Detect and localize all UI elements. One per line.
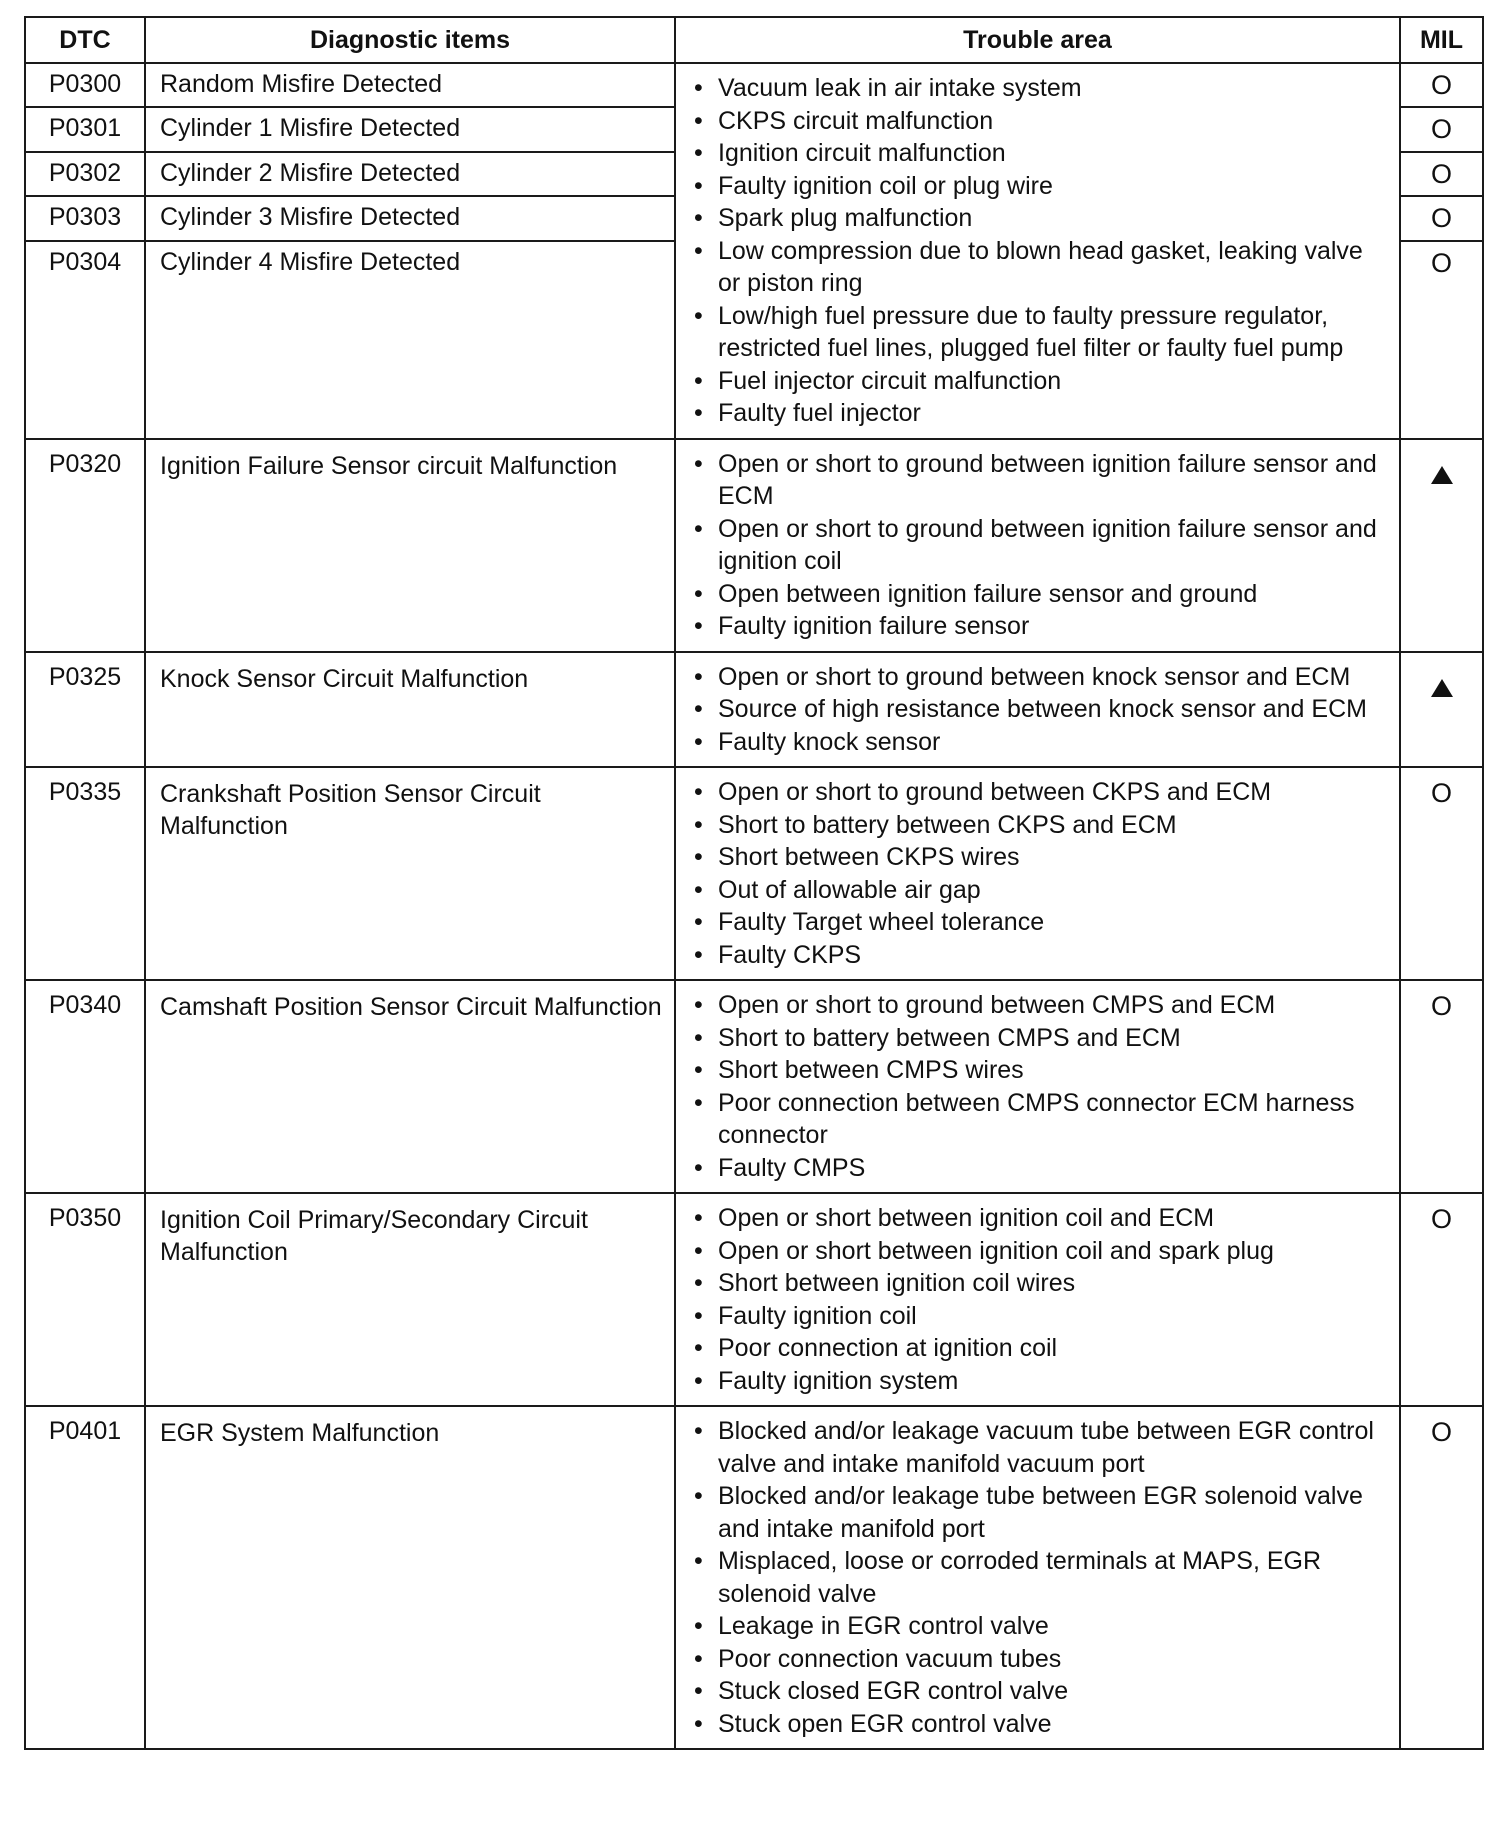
diagnostic-item: EGR System Malfunction xyxy=(145,1406,675,1749)
table-row xyxy=(25,652,1483,768)
mil-indicator xyxy=(1400,107,1483,151)
trouble-item xyxy=(688,1480,1389,1545)
mil-indicator xyxy=(1400,241,1483,439)
trouble-text: Faulty ignition coil or plug wire xyxy=(718,171,1053,200)
bullet-icon: • xyxy=(694,810,703,839)
trouble-text: Short to battery between CKPS and ECM xyxy=(718,810,1177,839)
trouble-item xyxy=(688,906,1389,939)
trouble-area xyxy=(675,63,1400,439)
trouble-text: Misplaced, loose or corroded terminals at MAPS, EGR solenoid valve xyxy=(718,1547,1322,1608)
trouble-text: Faulty fuel injector xyxy=(718,399,921,427)
trouble-item xyxy=(688,1545,1389,1610)
trouble-text: Blocked and/or leakage tube between EGR solenoid valve and intake manifold port xyxy=(718,1482,1363,1543)
trouble-text: Open or short to ground between knock sensor and ECM xyxy=(718,662,1351,691)
trouble-item xyxy=(688,693,1389,726)
dtc-code: P0301 xyxy=(25,107,145,151)
diagnostic-item: Camshaft Position Sensor Circuit Malfunction xyxy=(145,980,675,1193)
bullet-icon: • xyxy=(694,727,703,756)
mil-indicator xyxy=(1400,1406,1483,1749)
bullet-icon: • xyxy=(694,236,703,265)
mil-indicator xyxy=(1400,767,1483,980)
dtc-code: P0325 xyxy=(25,652,145,768)
trouble-text: Leakage in EGR control valve xyxy=(718,1612,1049,1640)
trouble-text: Poor connection between CMPS connector ECM harness connector xyxy=(718,1088,1355,1149)
mil-value: O xyxy=(1430,991,1452,1021)
trouble-area xyxy=(675,652,1400,768)
trouble-item xyxy=(688,397,1389,430)
trouble-text: Open or short between ignition coil and spark plug xyxy=(718,1236,1274,1265)
bullet-icon: • xyxy=(694,1269,703,1297)
diagnostic-item: Knock Sensor Circuit Malfunction xyxy=(145,652,675,768)
trouble-item xyxy=(688,72,1389,105)
trouble-item xyxy=(688,1365,1389,1398)
diagnostic-item: Ignition Coil Primary/Secondary Circuit Malfunction xyxy=(145,1193,675,1406)
diagnostic-item: Ignition Failure Sensor circuit Malfunction xyxy=(145,439,675,652)
trouble-item xyxy=(688,726,1389,759)
trouble-text: Open or short to ground between CKPS and ECM xyxy=(718,778,1272,806)
trouble-item xyxy=(688,137,1389,170)
trouble-item xyxy=(688,841,1389,874)
bullet-icon: • xyxy=(694,301,703,330)
trouble-text: Blocked and/or leakage vacuum tube between EGR control valve and intake manifold vacuum port xyxy=(718,1417,1374,1478)
diagnostic-item: Cylinder 3 Misfire Detected xyxy=(145,196,675,240)
trouble-item xyxy=(688,578,1389,611)
bullet-icon: • xyxy=(694,1153,703,1182)
table-row xyxy=(25,63,1483,107)
trouble-item xyxy=(688,1675,1389,1708)
header-diagnostic-items: Diagnostic items xyxy=(145,17,675,63)
trouble-area xyxy=(675,1193,1400,1406)
trouble-item xyxy=(688,1054,1389,1087)
bullet-icon: • xyxy=(694,843,703,871)
bullet-icon: • xyxy=(694,1236,703,1265)
bullet-icon: • xyxy=(694,662,703,691)
dtc-table xyxy=(24,16,1484,1750)
table-row xyxy=(25,439,1483,652)
trouble-text: Ignition circuit malfunction xyxy=(718,139,1006,167)
diagnostic-item: Crankshaft Position Sensor Circuit Malfunction xyxy=(145,767,675,980)
table-row xyxy=(25,1193,1483,1406)
trouble-item xyxy=(688,202,1389,235)
header-trouble-area: Trouble area xyxy=(675,17,1400,63)
dtc-code: P0302 xyxy=(25,152,145,196)
diagnostic-item: Cylinder 2 Misfire Detected xyxy=(145,152,675,196)
trouble-list xyxy=(688,72,1389,430)
trouble-text: Faulty ignition system xyxy=(718,1366,959,1395)
bullet-icon: • xyxy=(694,908,703,936)
header-row xyxy=(25,17,1483,63)
table-row xyxy=(25,980,1483,1193)
bullet-icon: • xyxy=(694,778,703,806)
trouble-area xyxy=(675,767,1400,980)
trouble-item xyxy=(688,1022,1389,1055)
bullet-icon: • xyxy=(694,1366,703,1395)
bullet-icon: • xyxy=(694,1301,703,1330)
bullet-icon: • xyxy=(694,171,703,200)
mil-indicator xyxy=(1400,652,1483,768)
trouble-list xyxy=(688,989,1389,1184)
trouble-text: CKPS circuit malfunction xyxy=(718,106,994,135)
trouble-text: Vacuum leak in air intake system xyxy=(718,74,1082,102)
trouble-text: Open or short to ground between CMPS and ECM xyxy=(718,991,1276,1019)
trouble-item xyxy=(688,1202,1389,1235)
trouble-text: Faulty Target wheel tolerance xyxy=(718,908,1045,936)
trouble-list xyxy=(688,661,1389,759)
trouble-item xyxy=(688,1643,1389,1676)
trouble-list xyxy=(688,1202,1389,1397)
mil-indicator xyxy=(1400,980,1483,1193)
bullet-icon: • xyxy=(694,579,703,608)
trouble-text: Short between CMPS wires xyxy=(718,1056,1024,1084)
trouble-text: Source of high resistance between knock sensor and ECM xyxy=(718,695,1367,723)
trouble-text: Poor connection vacuum tubes xyxy=(718,1644,1062,1673)
trouble-item xyxy=(688,776,1389,809)
dtc-code: P0401 xyxy=(25,1406,145,1749)
mil-value: O xyxy=(1430,70,1452,100)
trouble-item xyxy=(688,300,1389,365)
dtc-code: P0303 xyxy=(25,196,145,240)
diagnostic-item: Cylinder 4 Misfire Detected xyxy=(145,241,675,439)
table-row xyxy=(25,767,1483,980)
trouble-item xyxy=(688,105,1389,138)
bullet-icon: • xyxy=(694,1417,703,1445)
trouble-text: Short to battery between CMPS and ECM xyxy=(718,1023,1181,1052)
bullet-icon: • xyxy=(694,74,703,102)
bullet-icon: • xyxy=(694,1023,703,1052)
bullet-icon: • xyxy=(694,1644,703,1673)
bullet-icon: • xyxy=(694,1612,703,1640)
trouble-text: Low compression due to blown head gasket, leaking valve or piston ring xyxy=(718,236,1363,297)
mil-indicator xyxy=(1400,1193,1483,1406)
diagnostic-item: Cylinder 1 Misfire Detected xyxy=(145,107,675,151)
mil-value: O xyxy=(1430,203,1452,234)
trouble-text: Faulty CKPS xyxy=(718,940,862,969)
bullet-icon: • xyxy=(694,1334,703,1362)
header-mil: MIL xyxy=(1400,17,1483,63)
mil-indicator xyxy=(1400,63,1483,107)
bullet-icon: • xyxy=(694,612,703,640)
trouble-area xyxy=(675,439,1400,652)
mil-value: O xyxy=(1430,1417,1452,1447)
trouble-item xyxy=(688,1267,1389,1300)
bullet-icon: • xyxy=(694,1677,703,1705)
header-dtc: DTC xyxy=(25,17,145,63)
bullet-icon: • xyxy=(694,449,703,478)
trouble-text: Open or short to ground between ignition failure sensor and ignition coil xyxy=(718,514,1377,575)
bullet-icon: • xyxy=(694,204,703,232)
trouble-text: Faulty ignition coil xyxy=(718,1301,917,1330)
trouble-item xyxy=(688,939,1389,972)
dtc-code: P0320 xyxy=(25,439,145,652)
bullet-icon: • xyxy=(694,514,703,543)
trouble-item xyxy=(688,1708,1389,1741)
bullet-icon: • xyxy=(694,940,703,969)
trouble-text: Open or short between ignition coil and ECM xyxy=(718,1204,1215,1232)
trouble-text: Low/high fuel pressure due to faulty pressure regulator, restricted fuel lines, plugged fuel filter or faulty fuel pump xyxy=(718,301,1344,362)
trouble-item xyxy=(688,1087,1389,1152)
trouble-text: Faulty CMPS xyxy=(718,1153,866,1182)
trouble-text: Short between ignition coil wires xyxy=(718,1269,1076,1297)
trouble-item xyxy=(688,1300,1389,1333)
mil-triangle-icon xyxy=(1431,466,1453,484)
trouble-text: Spark plug malfunction xyxy=(718,204,973,232)
trouble-text: Stuck open EGR control valve xyxy=(718,1709,1052,1738)
bullet-icon: • xyxy=(694,399,703,427)
trouble-item xyxy=(688,235,1389,300)
dtc-code: P0304 xyxy=(25,241,145,439)
dtc-code: P0335 xyxy=(25,767,145,980)
trouble-text: Faulty knock sensor xyxy=(718,727,941,756)
trouble-text: Fuel injector circuit malfunction xyxy=(718,366,1062,395)
trouble-text: Faulty ignition failure sensor xyxy=(718,612,1030,640)
trouble-text: Poor connection at ignition coil xyxy=(718,1334,1058,1362)
table-row xyxy=(25,1406,1483,1749)
trouble-text: Short between CKPS wires xyxy=(718,843,1020,871)
mil-value: O xyxy=(1430,158,1452,189)
trouble-item xyxy=(688,874,1389,907)
dtc-code: P0350 xyxy=(25,1193,145,1406)
bullet-icon: • xyxy=(694,1056,703,1084)
trouble-list xyxy=(688,1415,1389,1740)
dtc-code: P0340 xyxy=(25,980,145,1193)
trouble-item xyxy=(688,1610,1389,1643)
trouble-list xyxy=(688,776,1389,971)
trouble-item xyxy=(688,661,1389,694)
dtc-code: P0300 xyxy=(25,63,145,107)
mil-value: O xyxy=(1430,114,1452,145)
trouble-item xyxy=(688,1152,1389,1185)
bullet-icon: • xyxy=(694,1482,703,1510)
bullet-icon: • xyxy=(694,1547,703,1575)
trouble-item xyxy=(688,989,1389,1022)
mil-value: O xyxy=(1430,778,1452,808)
mil-indicator xyxy=(1400,439,1483,652)
trouble-item xyxy=(688,1332,1389,1365)
trouble-text: Open between ignition failure sensor and ground xyxy=(718,579,1258,608)
mil-triangle-icon xyxy=(1431,679,1453,697)
trouble-list xyxy=(688,448,1389,643)
trouble-item xyxy=(688,513,1389,578)
table-body xyxy=(25,63,1483,1749)
bullet-icon: • xyxy=(694,366,703,395)
mil-indicator xyxy=(1400,196,1483,240)
bullet-icon: • xyxy=(694,1088,703,1117)
trouble-area xyxy=(675,980,1400,1193)
bullet-icon: • xyxy=(694,875,703,904)
diagnostic-item: Random Misfire Detected xyxy=(145,63,675,107)
trouble-item xyxy=(688,448,1389,513)
mil-value: O xyxy=(1430,247,1452,278)
bullet-icon: • xyxy=(694,1709,703,1738)
mil-indicator xyxy=(1400,152,1483,196)
trouble-item xyxy=(688,610,1389,643)
trouble-text: Open or short to ground between ignition failure sensor and ECM xyxy=(718,449,1377,510)
bullet-icon: • xyxy=(694,139,703,167)
trouble-area xyxy=(675,1406,1400,1749)
trouble-item xyxy=(688,1415,1389,1480)
trouble-item xyxy=(688,1235,1389,1268)
trouble-text: Stuck closed EGR control valve xyxy=(718,1677,1069,1705)
mil-value: O xyxy=(1430,1204,1452,1234)
bullet-icon: • xyxy=(694,106,703,135)
trouble-text: Out of allowable air gap xyxy=(718,875,981,904)
trouble-item xyxy=(688,170,1389,203)
bullet-icon: • xyxy=(694,695,703,723)
trouble-item xyxy=(688,365,1389,398)
bullet-icon: • xyxy=(694,1204,703,1232)
trouble-item xyxy=(688,809,1389,842)
bullet-icon: • xyxy=(694,991,703,1019)
